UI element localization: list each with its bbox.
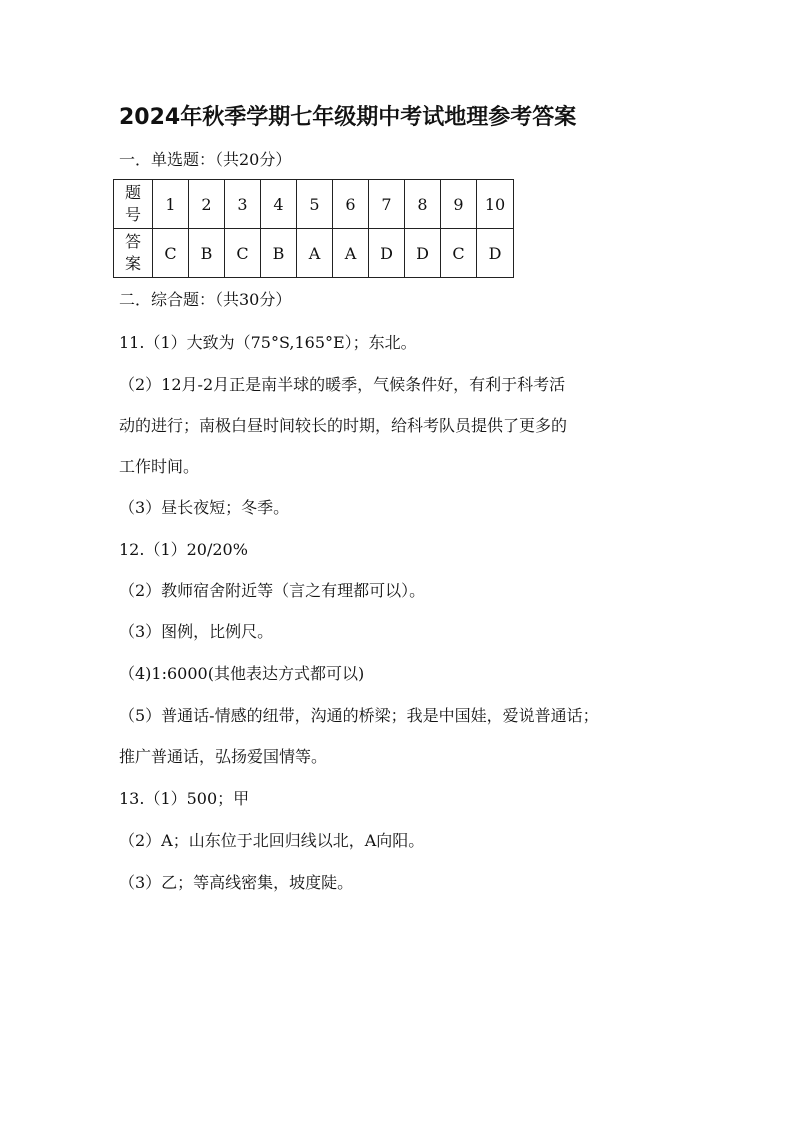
answer-line-q13-1: 13.（1）500；甲 (119, 789, 250, 808)
answer-line-q11-2a: （2）12月-2月正是南半球的暖季，气候条件好，有利于科考活 (119, 375, 566, 394)
answer-line-q12-4: （4)1:6000(其他表达方式都可以) (119, 664, 365, 683)
answer-cell: C (441, 229, 477, 278)
question-number: 6 (333, 180, 369, 229)
answer-table (113, 179, 514, 278)
section1-heading: 一．单选题：（共20分） (119, 150, 292, 169)
question-row-label-text: 题 号 (124, 183, 141, 224)
answer-cell: B (189, 229, 225, 278)
answer-line-q12-5a: （5）普通话-情感的纽带，沟通的桥梁；我是中国娃，爱说普通话； (119, 706, 599, 725)
answer-line-q12-1: 12.（1）20/20% (119, 540, 248, 559)
question-number: 8 (405, 180, 441, 229)
question-number-row (114, 180, 514, 229)
answer-cell: C (225, 229, 261, 278)
answer-cell: A (333, 229, 369, 278)
answer-cell: D (369, 229, 405, 278)
answer-line-q11-2c: 工作时间。 (119, 457, 200, 476)
question-number: 4 (261, 180, 297, 229)
answer-line-q12-2: （2）教师宿舍附近等（言之有理都可以）。 (119, 581, 426, 600)
question-number: 2 (189, 180, 225, 229)
answer-cell: C (153, 229, 189, 278)
answer-cell: D (405, 229, 441, 278)
question-number: 5 (297, 180, 333, 229)
question-number: 7 (369, 180, 405, 229)
answer-line-q11-3: （3）昼长夜短；冬季。 (119, 498, 290, 517)
answer-line-q13-2: （2）A；山东位于北回归线以北，A向阳。 (119, 831, 425, 850)
answer-row-label (114, 229, 153, 278)
question-number: 1 (153, 180, 189, 229)
answer-cell: B (261, 229, 297, 278)
question-row-label (114, 180, 153, 229)
answer-cell: A (297, 229, 333, 278)
question-number: 10 (477, 180, 514, 229)
answer-row-label-text: 答 案 (124, 232, 141, 273)
answer-line-q12-3: （3）图例，比例尺。 (119, 622, 274, 641)
answer-line-q11-2b: 动的进行；南极白昼时间较长的时期，给科考队员提供了更多的 (119, 416, 568, 435)
answer-line-q11-1: 11.（1）大致为（75°S,165°E）；东北。 (119, 333, 417, 352)
section2-heading: 二．综合题：（共30分） (119, 290, 292, 309)
answer-line-q12-5b: 推广普通话，弘扬爱国情等。 (119, 747, 328, 766)
answer-row (114, 229, 514, 278)
question-number: 9 (441, 180, 477, 229)
answer-cell: D (477, 229, 514, 278)
answer-line-q13-3: （3）乙；等高线密集，坡度陡。 (119, 873, 354, 892)
document-title: 2024年秋季学期七年级期中考试地理参考答案 (119, 105, 577, 130)
question-number: 3 (225, 180, 261, 229)
